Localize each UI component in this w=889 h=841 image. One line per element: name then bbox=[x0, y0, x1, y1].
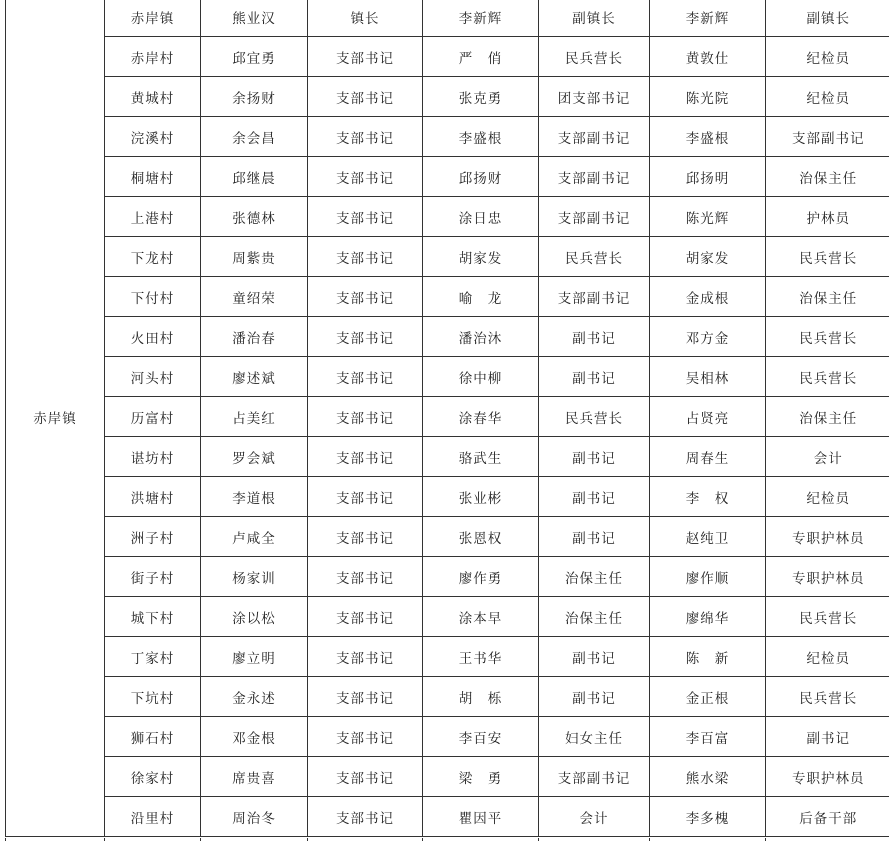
table-row bbox=[6, 437, 889, 477]
cell-name-3: 金成根 bbox=[650, 277, 766, 317]
cell-name-3: 廖绵华 bbox=[650, 597, 766, 637]
cell-name-2: 李百安 bbox=[423, 717, 539, 757]
cell-post-1: 支部书记 bbox=[308, 717, 423, 757]
cell-name-3: 陈光院 bbox=[650, 77, 766, 117]
cell-post-2: 副书记 bbox=[539, 517, 650, 557]
cell-name-3: 吴相林 bbox=[650, 357, 766, 397]
cell-post-1: 支部书记 bbox=[308, 77, 423, 117]
cell-post-3: 纪检员 bbox=[766, 637, 889, 677]
cell-name-2: 李新辉 bbox=[423, 0, 539, 37]
cell-post-1: 支部书记 bbox=[308, 517, 423, 557]
cell-post-1: 支部书记 bbox=[308, 397, 423, 437]
cell-post-2: 治保主任 bbox=[539, 557, 650, 597]
cell-post-1: 支部书记 bbox=[308, 117, 423, 157]
cell-post-3: 专职护林员 bbox=[766, 557, 889, 597]
cell-post-1: 支部书记 bbox=[308, 197, 423, 237]
cell-name-3: 李百富 bbox=[650, 717, 766, 757]
cell-name-3: 邓方金 bbox=[650, 317, 766, 357]
cell-post-1: 支部书记 bbox=[308, 677, 423, 717]
cell-name-1: 张德林 bbox=[201, 197, 308, 237]
cell-post-1: 支部书记 bbox=[308, 757, 423, 797]
cell-unit-name: 上港村 bbox=[105, 197, 201, 237]
table-row bbox=[6, 717, 889, 757]
cell-post-3: 民兵营长 bbox=[766, 317, 889, 357]
cell-unit-name: 赤岸村 bbox=[105, 37, 201, 77]
cell-post-3: 支部副书记 bbox=[766, 117, 889, 157]
table-row bbox=[6, 237, 889, 277]
cell-post-1: 支部书记 bbox=[308, 157, 423, 197]
cell-unit-name: 沿里村 bbox=[105, 797, 201, 837]
cell-unit-name: 下坑村 bbox=[105, 677, 201, 717]
cell-post-2: 副镇长 bbox=[539, 0, 650, 37]
table-row bbox=[6, 77, 889, 117]
cell-name-1: 余扬财 bbox=[201, 77, 308, 117]
cell-name-2: 骆武生 bbox=[423, 437, 539, 477]
cell-name-3: 胡家发 bbox=[650, 237, 766, 277]
cell-post-1: 支部书记 bbox=[308, 357, 423, 397]
cell-post-3: 民兵营长 bbox=[766, 677, 889, 717]
cell-post-3: 专职护林员 bbox=[766, 517, 889, 557]
cell-post-3: 副镇长 bbox=[766, 0, 889, 37]
cell-post-2: 团支部书记 bbox=[539, 77, 650, 117]
cell-name-2: 张恩权 bbox=[423, 517, 539, 557]
cell-name-1: 周紫贵 bbox=[201, 237, 308, 277]
cell-name-3: 熊水梁 bbox=[650, 757, 766, 797]
cell-post-1: 支部书记 bbox=[308, 237, 423, 277]
cell-name-2: 潘治沐 bbox=[423, 317, 539, 357]
cell-post-3: 后备干部 bbox=[766, 797, 889, 837]
cell-name-3: 周春生 bbox=[650, 437, 766, 477]
cell-name-2: 瞿因平 bbox=[423, 797, 539, 837]
cell-post-2: 支部副书记 bbox=[539, 757, 650, 797]
table-row bbox=[6, 517, 889, 557]
cell-post-2: 妇女主任 bbox=[539, 717, 650, 757]
cell-post-2: 副书记 bbox=[539, 437, 650, 477]
cell-name-3: 李新辉 bbox=[650, 0, 766, 37]
cell-post-3: 纪检员 bbox=[766, 477, 889, 517]
table-row bbox=[6, 197, 889, 237]
table-row bbox=[6, 597, 889, 637]
cell-name-2: 胡 栎 bbox=[423, 677, 539, 717]
table-body bbox=[6, 0, 889, 837]
cell-post-1: 支部书记 bbox=[308, 317, 423, 357]
cell-post-3: 副书记 bbox=[766, 717, 889, 757]
cell-post-1: 支部书记 bbox=[308, 37, 423, 77]
cell-name-2: 李盛根 bbox=[423, 117, 539, 157]
cell-unit-name: 桐塘村 bbox=[105, 157, 201, 197]
cell-name-1: 邓金根 bbox=[201, 717, 308, 757]
table-row bbox=[6, 117, 889, 157]
town-cell: 赤岸镇 bbox=[6, 0, 105, 837]
cell-post-2: 副书记 bbox=[539, 477, 650, 517]
cell-post-3: 纪检员 bbox=[766, 77, 889, 117]
cell-post-2: 副书记 bbox=[539, 677, 650, 717]
cell-name-2: 王书华 bbox=[423, 637, 539, 677]
table-row bbox=[6, 397, 889, 437]
cadre-roster-table bbox=[5, 0, 889, 837]
cell-unit-name: 浣溪村 bbox=[105, 117, 201, 157]
cell-unit-name: 黄城村 bbox=[105, 77, 201, 117]
cell-name-1: 李道根 bbox=[201, 477, 308, 517]
table-row bbox=[6, 277, 889, 317]
cell-post-2: 民兵营长 bbox=[539, 397, 650, 437]
cell-post-2: 治保主任 bbox=[539, 597, 650, 637]
cell-name-1: 周治冬 bbox=[201, 797, 308, 837]
cell-name-1: 邱宜勇 bbox=[201, 37, 308, 77]
cell-unit-name: 河头村 bbox=[105, 357, 201, 397]
cell-name-3: 李多槐 bbox=[650, 797, 766, 837]
cell-post-1: 支部书记 bbox=[308, 597, 423, 637]
cell-unit-name: 街子村 bbox=[105, 557, 201, 597]
cell-post-3: 治保主任 bbox=[766, 277, 889, 317]
table-row bbox=[6, 357, 889, 397]
cell-name-1: 廖立明 bbox=[201, 637, 308, 677]
table-row bbox=[6, 557, 889, 597]
cell-name-2: 邱扬财 bbox=[423, 157, 539, 197]
cell-name-1: 金永述 bbox=[201, 677, 308, 717]
cell-name-1: 邱继晨 bbox=[201, 157, 308, 197]
cell-name-1: 潘治春 bbox=[201, 317, 308, 357]
table-row bbox=[6, 797, 889, 837]
cell-post-3: 治保主任 bbox=[766, 397, 889, 437]
cell-post-3: 专职护林员 bbox=[766, 757, 889, 797]
cell-name-1: 熊业汉 bbox=[201, 0, 308, 37]
cell-post-3: 纪检员 bbox=[766, 37, 889, 77]
cell-post-1: 支部书记 bbox=[308, 557, 423, 597]
cell-post-1: 支部书记 bbox=[308, 637, 423, 677]
cell-post-3: 民兵营长 bbox=[766, 237, 889, 277]
cell-name-3: 李盛根 bbox=[650, 117, 766, 157]
cell-post-2: 支部副书记 bbox=[539, 277, 650, 317]
cell-name-1: 卢咸全 bbox=[201, 517, 308, 557]
cell-name-1: 余会昌 bbox=[201, 117, 308, 157]
cell-name-2: 涂本早 bbox=[423, 597, 539, 637]
cell-post-2: 支部副书记 bbox=[539, 117, 650, 157]
cell-unit-name: 火田村 bbox=[105, 317, 201, 357]
cell-name-3: 金正根 bbox=[650, 677, 766, 717]
cell-name-2: 涂春华 bbox=[423, 397, 539, 437]
cell-name-3: 赵纯卫 bbox=[650, 517, 766, 557]
cell-name-2: 胡家发 bbox=[423, 237, 539, 277]
cell-name-3: 陈光辉 bbox=[650, 197, 766, 237]
cell-unit-name: 下龙村 bbox=[105, 237, 201, 277]
table-row bbox=[6, 757, 889, 797]
cell-post-2: 副书记 bbox=[539, 357, 650, 397]
table-row bbox=[6, 317, 889, 357]
cell-name-1: 席贵喜 bbox=[201, 757, 308, 797]
cell-post-2: 支部副书记 bbox=[539, 197, 650, 237]
table-row bbox=[6, 37, 889, 77]
table-row bbox=[6, 677, 889, 717]
cell-name-3: 李 权 bbox=[650, 477, 766, 517]
cell-post-3: 治保主任 bbox=[766, 157, 889, 197]
cell-post-3: 会计 bbox=[766, 437, 889, 477]
cell-name-1: 占美红 bbox=[201, 397, 308, 437]
table-row bbox=[6, 157, 889, 197]
cell-name-1: 杨家训 bbox=[201, 557, 308, 597]
cell-post-1: 支部书记 bbox=[308, 437, 423, 477]
table-row bbox=[6, 0, 889, 37]
cell-unit-name: 下付村 bbox=[105, 277, 201, 317]
cell-name-3: 廖作顺 bbox=[650, 557, 766, 597]
cell-name-1: 童绍荣 bbox=[201, 277, 308, 317]
cell-post-1: 支部书记 bbox=[308, 477, 423, 517]
cell-post-1: 支部书记 bbox=[308, 277, 423, 317]
cell-name-2: 廖作勇 bbox=[423, 557, 539, 597]
cell-name-3: 陈 新 bbox=[650, 637, 766, 677]
cell-post-3: 民兵营长 bbox=[766, 597, 889, 637]
cell-unit-name: 城下村 bbox=[105, 597, 201, 637]
cell-unit-name: 赤岸镇 bbox=[105, 0, 201, 37]
cell-name-2: 喻 龙 bbox=[423, 277, 539, 317]
cell-unit-name: 丁家村 bbox=[105, 637, 201, 677]
cell-unit-name: 狮石村 bbox=[105, 717, 201, 757]
cell-name-1: 涂以松 bbox=[201, 597, 308, 637]
cell-unit-name: 历富村 bbox=[105, 397, 201, 437]
cell-unit-name: 洲子村 bbox=[105, 517, 201, 557]
cell-name-1: 罗会斌 bbox=[201, 437, 308, 477]
cell-unit-name: 谌坊村 bbox=[105, 437, 201, 477]
cell-name-3: 占贤亮 bbox=[650, 397, 766, 437]
cell-post-2: 支部副书记 bbox=[539, 157, 650, 197]
cell-post-1: 支部书记 bbox=[308, 797, 423, 837]
cell-name-1: 廖述斌 bbox=[201, 357, 308, 397]
cell-unit-name: 徐家村 bbox=[105, 757, 201, 797]
cell-post-2: 民兵营长 bbox=[539, 37, 650, 77]
cell-name-3: 邱扬明 bbox=[650, 157, 766, 197]
cell-unit-name: 洪塘村 bbox=[105, 477, 201, 517]
cell-post-3: 护林员 bbox=[766, 197, 889, 237]
cell-post-2: 民兵营长 bbox=[539, 237, 650, 277]
cell-post-2: 副书记 bbox=[539, 637, 650, 677]
cell-name-2: 张业彬 bbox=[423, 477, 539, 517]
table-row bbox=[6, 637, 889, 677]
cell-name-2: 徐中柳 bbox=[423, 357, 539, 397]
cell-post-3: 民兵营长 bbox=[766, 357, 889, 397]
cell-name-2: 梁 勇 bbox=[423, 757, 539, 797]
table-row bbox=[6, 477, 889, 517]
cell-name-2: 严 俏 bbox=[423, 37, 539, 77]
cell-post-2: 会计 bbox=[539, 797, 650, 837]
cell-name-2: 涂日忠 bbox=[423, 197, 539, 237]
cell-post-2: 副书记 bbox=[539, 317, 650, 357]
cell-name-3: 黄敦仕 bbox=[650, 37, 766, 77]
cell-name-2: 张克勇 bbox=[423, 77, 539, 117]
cell-post-1: 镇长 bbox=[308, 0, 423, 37]
